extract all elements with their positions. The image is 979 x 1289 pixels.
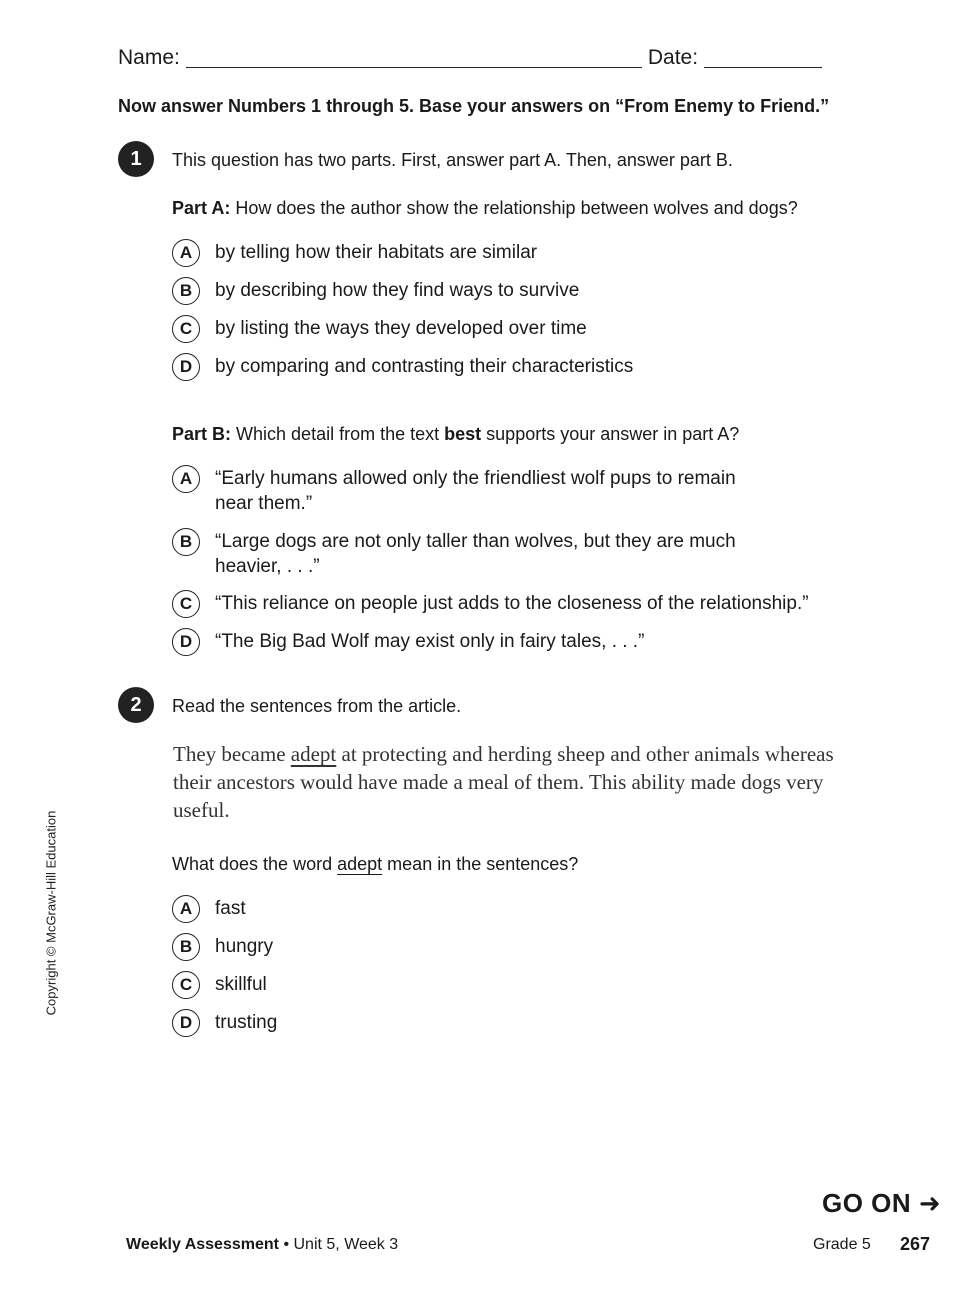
- passage-text-after: at protecting and herding sheep and other animals whereas their ancestors would have made a meal of them. This ability made dogs very useful.: [173, 742, 834, 822]
- part-a-text: How does the author show the relationship between wolves and dogs?: [235, 198, 798, 218]
- part-a-option-d[interactable]: [172, 354, 633, 381]
- name-date-line: [118, 46, 828, 70]
- date-label: Date:: [647, 46, 699, 69]
- part-b-option-c[interactable]: [172, 591, 809, 618]
- option-text: hungry: [215, 936, 274, 957]
- part-b-text-bold: best: [444, 424, 482, 444]
- option-text-line-1: “Early humans allowed only the friendliest wolf pups to remain: [215, 468, 736, 489]
- option-text-line-1: “Large dogs are not only taller than wolves, but they are much: [215, 531, 736, 552]
- question-1-intro: This question has two parts. First, answer part A. Then, answer part B.: [172, 150, 733, 170]
- grade-label: Grade 5: [813, 1236, 871, 1253]
- q2-option-d[interactable]: [172, 1010, 277, 1037]
- part-b-label: Part B:: [172, 424, 232, 444]
- date-field[interactable]: [704, 47, 822, 68]
- part-b-option-b[interactable]: [172, 529, 736, 579]
- arrow-right-icon: ➜: [918, 1188, 942, 1218]
- assessment-title: Weekly Assessment: [126, 1236, 279, 1253]
- answer-bubble[interactable]: A: [172, 895, 200, 923]
- prompt-text-before: What does the word: [172, 854, 333, 874]
- option-text: by telling how their habitats are similar: [215, 242, 538, 263]
- option-text: by describing how they find ways to survive: [215, 280, 580, 301]
- go-on-indicator: [822, 1188, 941, 1219]
- part-b-text-after: supports your answer in part A?: [486, 424, 740, 444]
- answer-bubble[interactable]: C: [172, 590, 200, 618]
- option-text: “This reliance on people just adds to the closeness of the relationship.”: [215, 593, 809, 614]
- answer-bubble[interactable]: A: [172, 465, 200, 493]
- copyright-notice: Copyright © McGraw-Hill Education: [43, 810, 59, 1016]
- answer-bubble[interactable]: A: [172, 239, 200, 267]
- option-text: [215, 529, 736, 579]
- option-text-line-2: near them.”: [215, 493, 313, 514]
- part-b-option-a[interactable]: [172, 466, 736, 516]
- answer-bubble[interactable]: C: [172, 315, 200, 343]
- option-text: trusting: [215, 1012, 278, 1033]
- answer-bubble[interactable]: D: [172, 353, 200, 381]
- question-2-prompt: [172, 854, 578, 875]
- instructions: Now answer Numbers 1 through 5. Base your answers on “From Enemy to Friend.”: [118, 96, 830, 116]
- prompt-text-after: mean in the sentences?: [387, 854, 579, 874]
- q2-option-b[interactable]: [172, 934, 273, 961]
- question-1-number: 1: [118, 141, 154, 177]
- question-2-number: 2: [118, 687, 154, 723]
- option-text: fast: [215, 898, 246, 919]
- part-a-option-c[interactable]: [172, 316, 587, 343]
- question-2-intro: Read the sentences from the article.: [172, 696, 462, 716]
- answer-bubble[interactable]: D: [172, 628, 200, 656]
- name-label: Name:: [118, 46, 180, 69]
- option-text: by listing the ways they developed over time: [215, 318, 587, 339]
- part-b-text-before: Which detail from the text: [236, 424, 440, 444]
- option-text: “The Big Bad Wolf may exist only in fairy tales, . . .”: [215, 631, 645, 652]
- footer-assessment: [126, 1236, 398, 1254]
- part-a-label: Part A:: [172, 198, 231, 218]
- answer-bubble[interactable]: C: [172, 971, 200, 999]
- name-field[interactable]: [186, 47, 642, 68]
- part-a-question: [172, 198, 798, 219]
- option-text-line-2: heavier, . . .”: [215, 556, 320, 577]
- passage-text-before: They became: [173, 742, 286, 766]
- option-text: [215, 466, 736, 516]
- passage-excerpt: [173, 740, 873, 824]
- part-a-option-a[interactable]: [172, 240, 537, 267]
- footer-separator: •: [283, 1236, 290, 1253]
- page-number: 267: [900, 1234, 931, 1254]
- passage-underlined-word: adept: [290, 742, 337, 766]
- answer-bubble[interactable]: D: [172, 1009, 200, 1037]
- q2-option-a[interactable]: [172, 896, 246, 923]
- q2-option-c[interactable]: [172, 972, 267, 999]
- part-a-option-b[interactable]: [172, 278, 579, 305]
- answer-bubble[interactable]: B: [172, 277, 200, 305]
- answer-bubble[interactable]: B: [172, 933, 200, 961]
- go-on-text: GO ON: [822, 1188, 912, 1218]
- prompt-underlined-word: adept: [337, 854, 383, 874]
- answer-bubble[interactable]: B: [172, 528, 200, 556]
- option-text: by comparing and contrasting their characteristics: [215, 356, 634, 377]
- part-b-option-d[interactable]: [172, 629, 644, 656]
- option-text: skillful: [215, 974, 267, 995]
- part-b-question: [172, 424, 739, 445]
- unit-week: Unit 5, Week 3: [293, 1236, 399, 1253]
